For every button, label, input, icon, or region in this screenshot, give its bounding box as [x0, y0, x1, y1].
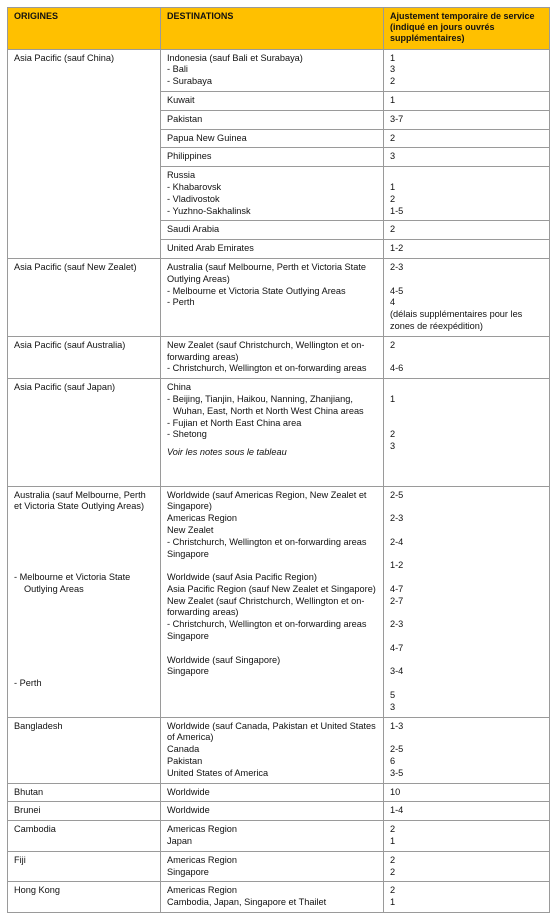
table-row	[8, 821, 550, 852]
header-adjustment: Ajustement temporaire de service (indiqué en jours ouvrés supplémentaires)	[384, 8, 550, 50]
destination-cell: Americas Region Singapore	[161, 851, 384, 882]
table-row	[8, 379, 550, 486]
adjustment-cell: 2 2	[384, 851, 550, 882]
table-row	[8, 851, 550, 882]
origin-cell: Asia Pacific (sauf New Zealet)	[8, 258, 161, 336]
destination-cell: Pakistan	[161, 110, 384, 129]
adjustment-cell: 1-2	[384, 240, 550, 259]
destination-cell: United Arab Emirates	[161, 240, 384, 259]
origin-cell: Australia (sauf Melbourne, Perth et Victoria State Outlying Areas) - Melbourne et Victoria State Outlying Areas - Perth	[8, 486, 161, 717]
destination-cell: Americas Region Japan	[161, 821, 384, 852]
adjustment-cell: 2	[384, 129, 550, 148]
table-row	[8, 717, 550, 783]
adjustment-cell: 2	[384, 221, 550, 240]
table-row	[8, 258, 550, 336]
adjustment-cell: 2 1	[384, 821, 550, 852]
origin-cell: Bhutan	[8, 783, 161, 802]
adjustment-cell: 2-5 2-3 2-4 1-2 4-7 2-7 2-3 4-7 3-4 5 3	[384, 486, 550, 717]
origin-cell: Fiji	[8, 851, 161, 882]
adjustment-cell: 1 2 3	[384, 379, 550, 486]
adjustment-cell: 2 4-6	[384, 336, 550, 378]
destination-cell: Kuwait	[161, 92, 384, 111]
destination-cell: Indonesia (sauf Bali et Surabaya) - Bali - Surabaya	[161, 49, 384, 91]
destination-cell: Philippines	[161, 148, 384, 167]
adjustment-cell: 1 3 2	[384, 49, 550, 91]
adjustment-cell: 2-3 4-5 4 (délais supplémentaires pour les zones de réexpédition)	[384, 258, 550, 336]
destination-cell: Papua New Guinea	[161, 129, 384, 148]
destination-cell: Worldwide	[161, 802, 384, 821]
destination-cell: Australia (sauf Melbourne, Perth et Victoria State Outlying Areas) - Melbourne et Victoria State Outlying Areas - Perth	[161, 258, 384, 336]
adjustment-cell: 1 2 1-5	[384, 167, 550, 221]
table-note: Voir les notes sous le tableau	[167, 447, 287, 458]
origin-cell: Asia Pacific (sauf Japan)	[8, 379, 161, 486]
adjustment-cell: 3	[384, 148, 550, 167]
table-row	[8, 802, 550, 821]
origin-cell: Brunei	[8, 802, 161, 821]
origin-cell: Cambodia	[8, 821, 161, 852]
origin-cell: Bangladesh	[8, 717, 161, 783]
table-row	[8, 486, 550, 717]
header-origins: ORIGINES	[8, 8, 161, 50]
adjustment-cell: 3-7	[384, 110, 550, 129]
adjustment-cell: 10	[384, 783, 550, 802]
destination-cell: Saudi Arabia	[161, 221, 384, 240]
adjustment-cell: 1-4	[384, 802, 550, 821]
destination-cell: China - Beijing, Tianjin, Haikou, Nanning, Zhanjiang, Wuhan, East, North et North West China areas - Fujian et North East China area - Shetong Voir les notes sous le tableau	[161, 379, 384, 486]
destination-cell: New Zealet (sauf Christchurch, Wellington et on-forwarding areas) - Christchurch, Wellington et on-forwarding areas	[161, 336, 384, 378]
header-destinations: DESTINATIONS	[161, 8, 384, 50]
destination-cell: Worldwide (sauf Americas Region, New Zealet et Singapore) Americas Region New Zealet - Christchurch, Wellington et on-forwarding areas Singapore Worldwide (sauf Asia Pacific Region) Asia Pacific Region (sauf New Zealet et Singapore) New Zealet (sauf Christchurch, Wellington et on-forwarding areas) - Christchurch, Wellington et on-forwarding areas Singapore Worldwide (sauf Singapore) Singapore	[161, 486, 384, 717]
origin-cell: Hong Kong	[8, 882, 161, 913]
service-adjustment-table	[7, 7, 550, 913]
origin-cell: Asia Pacific (sauf Australia)	[8, 336, 161, 378]
table-row	[8, 783, 550, 802]
adjustment-cell: 2 1	[384, 882, 550, 913]
destination-cell: Russia - Khabarovsk - Vladivostok - Yuzhno-Sakhalinsk	[161, 167, 384, 221]
origin-cell: Asia Pacific (sauf China)	[8, 49, 161, 258]
destination-cell: Worldwide (sauf Canada, Pakistan et United States of America) Canada Pakistan United States of America	[161, 717, 384, 783]
table-row	[8, 336, 550, 378]
table-row	[8, 882, 550, 913]
header-row	[8, 8, 550, 50]
adjustment-cell: 1	[384, 92, 550, 111]
destination-cell: Worldwide	[161, 783, 384, 802]
destination-cell: Americas Region Cambodia, Japan, Singapore et Thailet	[161, 882, 384, 913]
adjustment-cell: 1-3 2-5 6 3-5	[384, 717, 550, 783]
table-row	[8, 49, 550, 91]
